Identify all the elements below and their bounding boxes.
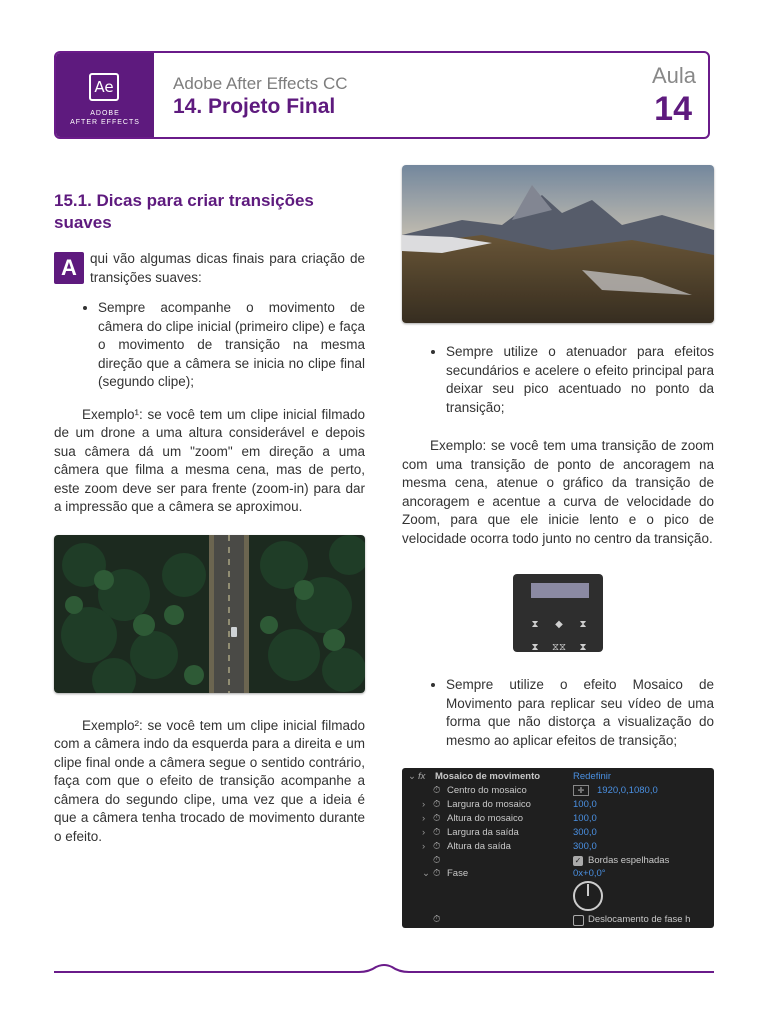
param-name: Centro do mosaico	[447, 785, 527, 796]
lesson-label: Aula	[651, 63, 696, 88]
keyframe-diamond-icon: ◆	[555, 619, 563, 630]
stopwatch-icon[interactable]: ⏱	[433, 827, 441, 838]
chevron-right-icon[interactable]: ›	[422, 827, 426, 838]
mirror-edges-label: Bordas espelhadas	[588, 855, 670, 866]
keyframe-icons	[523, 616, 595, 657]
param-name: Altura da saída	[447, 841, 511, 852]
drop-cap: A	[54, 252, 84, 284]
phase-shift-label: Deslocamento de fase h	[588, 914, 691, 925]
intro-text: qui vão algumas dicas finais para criação de transições suaves:	[90, 251, 365, 285]
stopwatch-icon[interactable]: ⏱	[433, 799, 441, 810]
intro-paragraph	[54, 250, 365, 287]
phase-label: Fase	[447, 868, 469, 879]
lesson-header	[54, 51, 710, 139]
checkbox-icon[interactable]: ✓	[574, 856, 582, 865]
phase-row	[402, 867, 714, 881]
footer-divider	[54, 962, 714, 974]
param-value[interactable]: 100,0	[573, 799, 597, 810]
checkbox-icon[interactable]	[573, 915, 584, 926]
course-title: 14. Projeto Final	[173, 95, 336, 118]
effect-header-row	[402, 770, 714, 784]
ease-out-icon: ⧗	[579, 619, 587, 630]
param-row	[402, 798, 714, 812]
phase-value[interactable]: 0x+0,0°	[573, 868, 606, 879]
course-subtitle: Adobe After Effects CC	[173, 74, 348, 93]
stopwatch-icon[interactable]: ⏱	[433, 813, 441, 824]
tip-bullet: • Sempre utilize o efeito Mosaico de Movimento para replicar seu vídeo de uma forma que não distorça a visualização do mesmo ao aplicar efeitos de transição;	[446, 676, 714, 750]
param-value[interactable]: 1920,0,1080,0	[597, 785, 658, 796]
ease-in-icon: ⧗	[531, 641, 539, 653]
param-row	[402, 826, 714, 840]
stopwatch-icon[interactable]: ⏱	[433, 841, 441, 852]
tip-bullet: • Sempre utilize o atenuador para efeitos secundários e acelere o efeito principal para deixar seu pico acentuado no ponto da transição;	[446, 343, 714, 417]
stopwatch-icon[interactable]: ⏱	[433, 785, 441, 796]
fx-icon[interactable]: fx	[418, 771, 426, 782]
example-paragraph: Exemplo: se você tem uma transição de zoom com uma transição de ponto de ancoragem na mesma cena, atenue o gráfico da transição de ancoragem e acentue a curva de velocidade do Zoom, para que ele inicie lento e o pico de velocidade ocorra todo junto no centro da transição.	[402, 438, 714, 546]
tip-bullet: • Sempre acompanhe o movimento de câmera do clipe inicial (primeiro clipe) e faça o movimento de transição na mesma direção que a câmera se inicia no clipe final (segundo clipe);	[98, 299, 365, 392]
logo-text-line-1: ADOBE	[90, 110, 120, 117]
easy-ease-icon: ⧖⧖	[551, 641, 567, 653]
example-1-paragraph: Exemplo¹: se você tem um clipe inicial filmado de um drone a uma altura considerável e depois sua câmera dá um "zoom" em direção a uma câmera que filma a mesma cena, mas de perto, este zoom deve ser para frente (zoom-in) para dar a impressão que a câmera se aproximou.	[54, 406, 365, 514]
tips-list-left	[54, 299, 365, 392]
stopwatch-icon[interactable]: ⏱	[433, 868, 441, 879]
chevron-down-icon[interactable]: ⌄	[408, 771, 416, 782]
param-row	[402, 784, 714, 798]
chevron-right-icon[interactable]: ›	[422, 813, 426, 824]
logo-text-line-2: AFTER EFFECTS	[70, 119, 140, 126]
ae-logo-text	[56, 109, 154, 127]
param-value[interactable]: 100,0	[573, 813, 597, 824]
param-name: Altura do mosaico	[447, 813, 524, 824]
left-column	[54, 190, 365, 864]
angle-dial-icon[interactable]	[573, 881, 603, 911]
tips-list-right-2	[402, 676, 714, 750]
param-row	[402, 840, 714, 854]
right-column	[402, 165, 714, 928]
example-2-paragraph: Exemplo²: se você tem um clipe inicial filmado com a câmera indo da esquerda para a direita e um clipe final onde a câmera segue o sentido contrário, faça com que o efeito de transição acompanhe a câmera do segundo clipe, uma vez que a ideia é que a câmera tenha trocado de movimento durante o efeito.	[54, 717, 365, 844]
ease-in-icon: ⧗	[531, 619, 539, 630]
tips-list-right-1	[402, 343, 714, 417]
phase-shift-row	[402, 913, 714, 927]
keyframe-bar	[531, 583, 589, 598]
motion-tile-effect-panel	[402, 768, 714, 928]
param-name: Largura da saída	[447, 827, 519, 838]
mountain-landscape-image	[402, 165, 714, 323]
chevron-right-icon[interactable]: ›	[422, 799, 426, 810]
reset-link[interactable]: Redefinir	[573, 771, 612, 782]
chevron-right-icon[interactable]: ›	[422, 841, 426, 852]
ease-out-icon: ⧗	[579, 641, 587, 653]
chevron-down-icon[interactable]: ⌄	[422, 868, 430, 879]
param-row	[402, 812, 714, 826]
after-effects-logo	[56, 53, 154, 137]
road-forest-aerial-image	[54, 535, 365, 693]
crosshair-icon[interactable]: ✛	[573, 785, 589, 796]
ae-logo-mark: Ae	[89, 73, 119, 101]
stopwatch-icon[interactable]: ⏱	[433, 914, 441, 925]
section-title: 15.1. Dicas para criar transições suaves	[54, 191, 314, 232]
effect-name: Mosaico de movimento	[435, 771, 541, 782]
mirror-edges-row	[402, 854, 714, 868]
stopwatch-icon[interactable]: ⏱	[433, 855, 441, 866]
param-value[interactable]: 300,0	[573, 841, 597, 852]
param-value[interactable]: 300,0	[573, 827, 597, 838]
lesson-number: 14	[654, 90, 692, 128]
param-name: Largura do mosaico	[447, 799, 531, 810]
keyframe-assistant-panel	[513, 574, 603, 652]
